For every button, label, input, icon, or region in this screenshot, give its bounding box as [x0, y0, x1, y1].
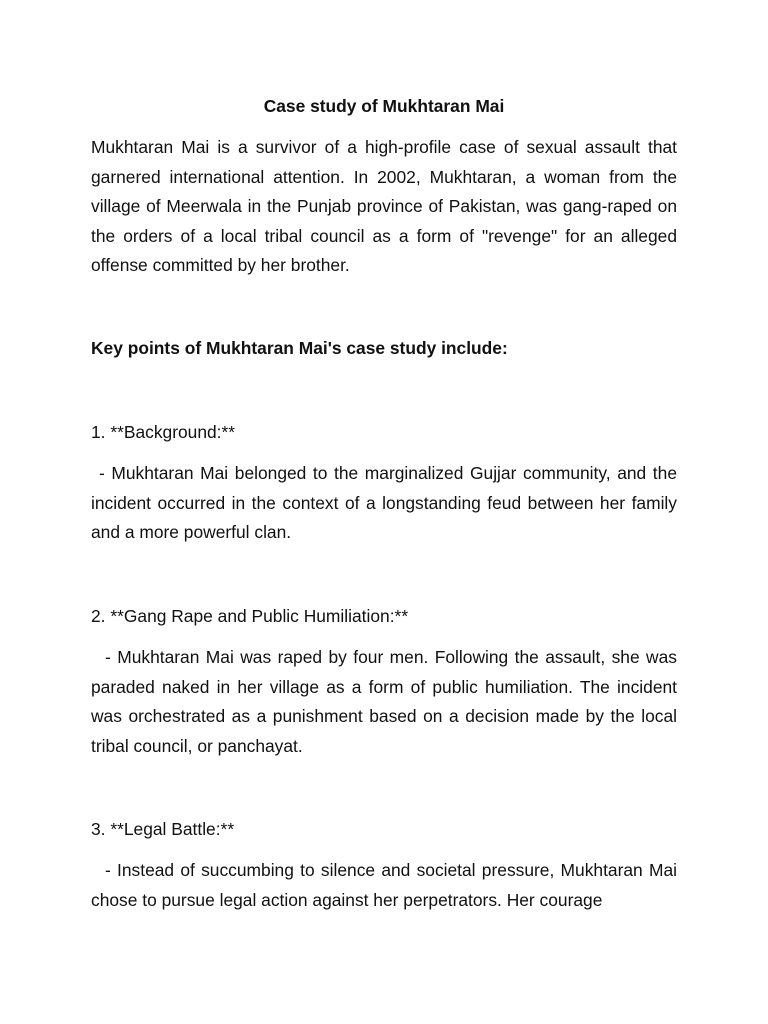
key-points-heading: Key points of Mukhtaran Mai's case study include: — [91, 338, 508, 358]
section-body-gang-rape: - Mukhtaran Mai was raped by four men. Following the assault, she was paraded naked in her village as a form of public humiliation. The incident was orchestrated as a punishment based on a decision made by the local tribal council, or panchayat. — [91, 647, 677, 756]
intro-paragraph: Mukhtaran Mai is a survivor of a high-profile case of sexual assault that garnered international attention. In 2002, Mukhtaran, a woman from the village of Meerwala in the Punjab province of Pakistan, was gang-raped on the orders of a local tribal council as a form of "revenge" for an alleged offense committed by her brother. — [91, 137, 677, 275]
document-title: Case study of Mukhtaran Mai — [263, 96, 505, 116]
section-heading-legal-battle: 3. **Legal Battle:** — [91, 819, 235, 839]
section-heading-background: 1. **Background:** — [91, 422, 236, 442]
section-body-background: - Mukhtaran Mai belonged to the marginalized Gujjar community, and the incident occurred in the context of a longstanding feud between her family and a more powerful clan. — [91, 463, 677, 542]
section-body-legal-battle: - Instead of succumbing to silence and societal pressure, Mukhtaran Mai chose to pursue legal action against her perpetrators. Her courage — [91, 860, 677, 910]
section-heading-gang-rape: 2. **Gang Rape and Public Humiliation:** — [91, 606, 409, 626]
